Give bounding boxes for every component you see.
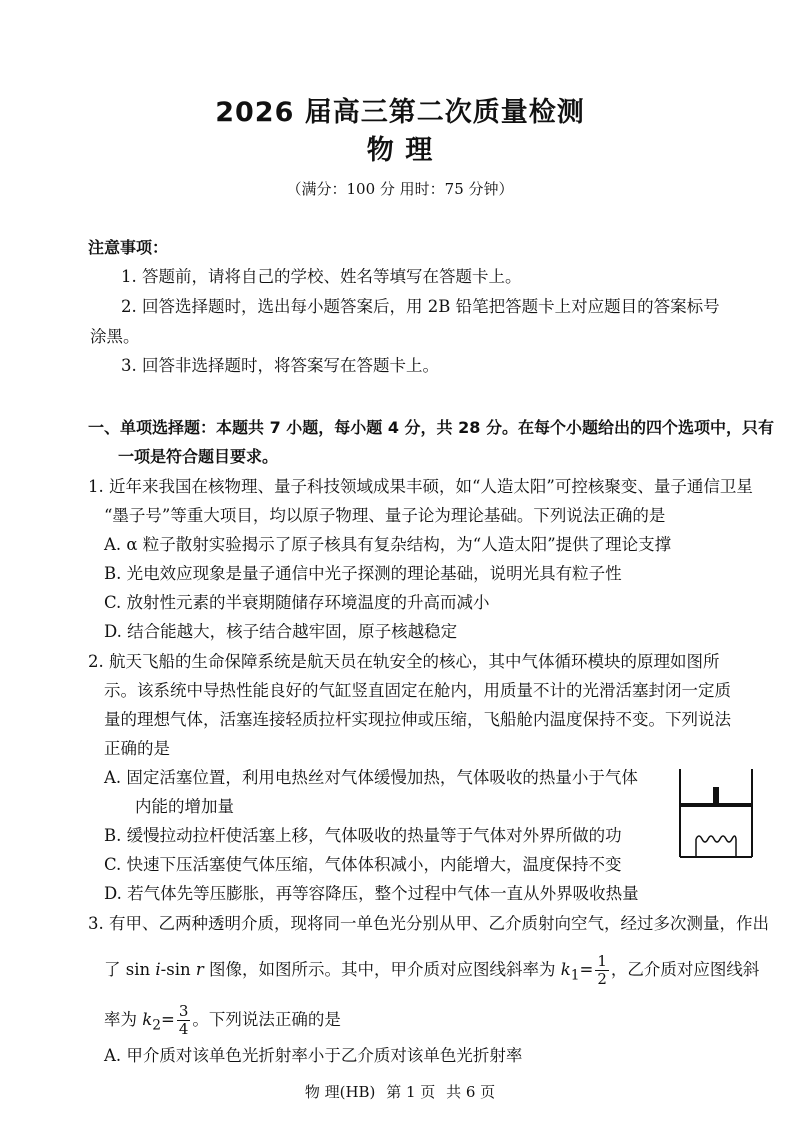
q3-stem: 3. 有甲、乙两种透明介质，现将同一单色光分别从甲、乙介质射向空气，经过多次测量，作出 bbox=[88, 914, 769, 933]
notes-item-3: 3. 回答非选择题时，将答案写在答题卡上。 bbox=[121, 356, 439, 375]
symbol-r: r bbox=[195, 960, 204, 979]
q3-text: 了 sin bbox=[104, 960, 156, 979]
subscript-2: 2 bbox=[152, 1017, 161, 1034]
q2-stem-cont-3: 正确的是 bbox=[104, 739, 170, 758]
section-heading: 一、单项选择题：本题共 7 小题，每小题 4 分，共 28 分。在每个小题给出的四个选项中，只有 bbox=[88, 418, 774, 437]
q1-option-a: A. α 粒子散射实验揭示了原子核具有复杂结构，为“人造太阳”提供了理论支撑 bbox=[104, 535, 672, 554]
fraction-k2 bbox=[177, 1003, 191, 1038]
equals-sign: = bbox=[579, 960, 594, 979]
q1-stem-cont: “墨子号”等重大项目，均以原子物理、量子论为理论基础。下列说法正确的是 bbox=[104, 506, 666, 525]
q3-stem-cont-2 bbox=[104, 1003, 341, 1042]
q3-option-a: A. 甲介质对该单色光折射率小于乙介质对该单色光折射率 bbox=[104, 1046, 523, 1065]
fraction-numerator: 1 bbox=[597, 952, 607, 970]
q3-text: -sin bbox=[160, 960, 196, 979]
fraction-denominator: 4 bbox=[178, 1020, 189, 1038]
q2-option-a: A. 固定活塞位置，利用电热丝对气体缓慢加热，气体吸收的热量小于气体 bbox=[104, 768, 638, 787]
q3-text: 率为 bbox=[104, 1010, 143, 1029]
q1-stem: 1. 近年来我国在核物理、量子科技领域成果丰硕，如“人造太阳”可控核聚变、量子通信卫星 bbox=[88, 477, 753, 496]
q2-stem-cont-2: 量的理想气体，活塞连接轻质拉杆实现拉伸或压缩，飞船舱内温度保持不变。下列说法 bbox=[104, 710, 731, 729]
q2-option-b: B. 缓慢拉动拉杆使活塞上移，气体吸收的热量等于气体对外界所做的功 bbox=[104, 826, 622, 845]
notes-item-1: 1. 答题前，请将自己的学校、姓名等填写在答题卡上。 bbox=[121, 267, 522, 286]
footer-page-number: 第 1 页 bbox=[386, 1083, 436, 1101]
notes-item-2: 2. 回答选择题时，选出每小题答案后，用 2B 铅笔把答题卡上对应题目的答案标号 bbox=[121, 297, 720, 316]
fraction-k1 bbox=[595, 953, 609, 988]
symbol-i: i bbox=[155, 960, 161, 979]
fraction-numerator: 3 bbox=[178, 1002, 189, 1020]
pull-rod bbox=[713, 787, 719, 804]
cylinder-diagram bbox=[676, 767, 756, 863]
q2-stem: 2. 航天飞船的生命保障系统是航天员在轨安全的核心，其中气体循环模块的原理如图所 bbox=[88, 652, 720, 671]
q3-text: 。下列说法正确的是 bbox=[192, 1010, 341, 1029]
footer-total-pages: 共 6 页 bbox=[446, 1083, 496, 1101]
exam-title: 2026 届高三第二次质量检测 bbox=[215, 97, 585, 128]
subscript-1: 1 bbox=[570, 967, 580, 984]
symbol-k2: k bbox=[142, 1010, 153, 1029]
heating-coil bbox=[696, 836, 736, 842]
q2-option-a-cont: 内能的增加量 bbox=[135, 797, 234, 816]
exam-meta: （满分：100 分 用时：75 分钟） bbox=[286, 180, 514, 198]
notes-heading: 注意事项： bbox=[88, 238, 169, 257]
fraction-denominator: 2 bbox=[597, 970, 607, 988]
footer-subject: 物 理(HB) bbox=[304, 1083, 376, 1101]
q2-option-c: C. 快速下压活塞使气体压缩，气体体积减小，内能增大，温度保持不变 bbox=[104, 855, 622, 874]
subject-title: 物 理 bbox=[366, 135, 434, 166]
q1-option-c: C. 放射性元素的半衰期随储存环境温度的升高而减小 bbox=[104, 593, 490, 612]
symbol-k1: k bbox=[560, 960, 571, 979]
notes-item-2-cont: 涂黑。 bbox=[90, 327, 140, 346]
section-heading-cont: 一项是符合题目要求。 bbox=[118, 447, 279, 466]
q1-option-d: D. 结合能越大，核子结合越牢固，原子核越稳定 bbox=[104, 622, 458, 641]
page-footer bbox=[0, 1081, 800, 1102]
q2-option-d: D. 若气体先等压膨胀，再等容降压，整个过程中气体一直从外界吸收热量 bbox=[104, 884, 639, 903]
q3-stem-cont-1 bbox=[104, 953, 759, 992]
q3-text: ，乙介质对应图线斜 bbox=[610, 960, 760, 979]
q1-option-b: B. 光电效应现象是量子通信中光子探测的理论基础，说明光具有粒子性 bbox=[104, 564, 622, 583]
q3-text: 图像，如图所示。其中，甲介质对应图线斜率为 bbox=[203, 960, 561, 979]
q2-stem-cont-1: 示。该系统中导热性能良好的气缸竖直固定在舱内，用质量不计的光滑活塞封闭一定质 bbox=[104, 681, 731, 700]
equals-sign: = bbox=[161, 1010, 175, 1029]
